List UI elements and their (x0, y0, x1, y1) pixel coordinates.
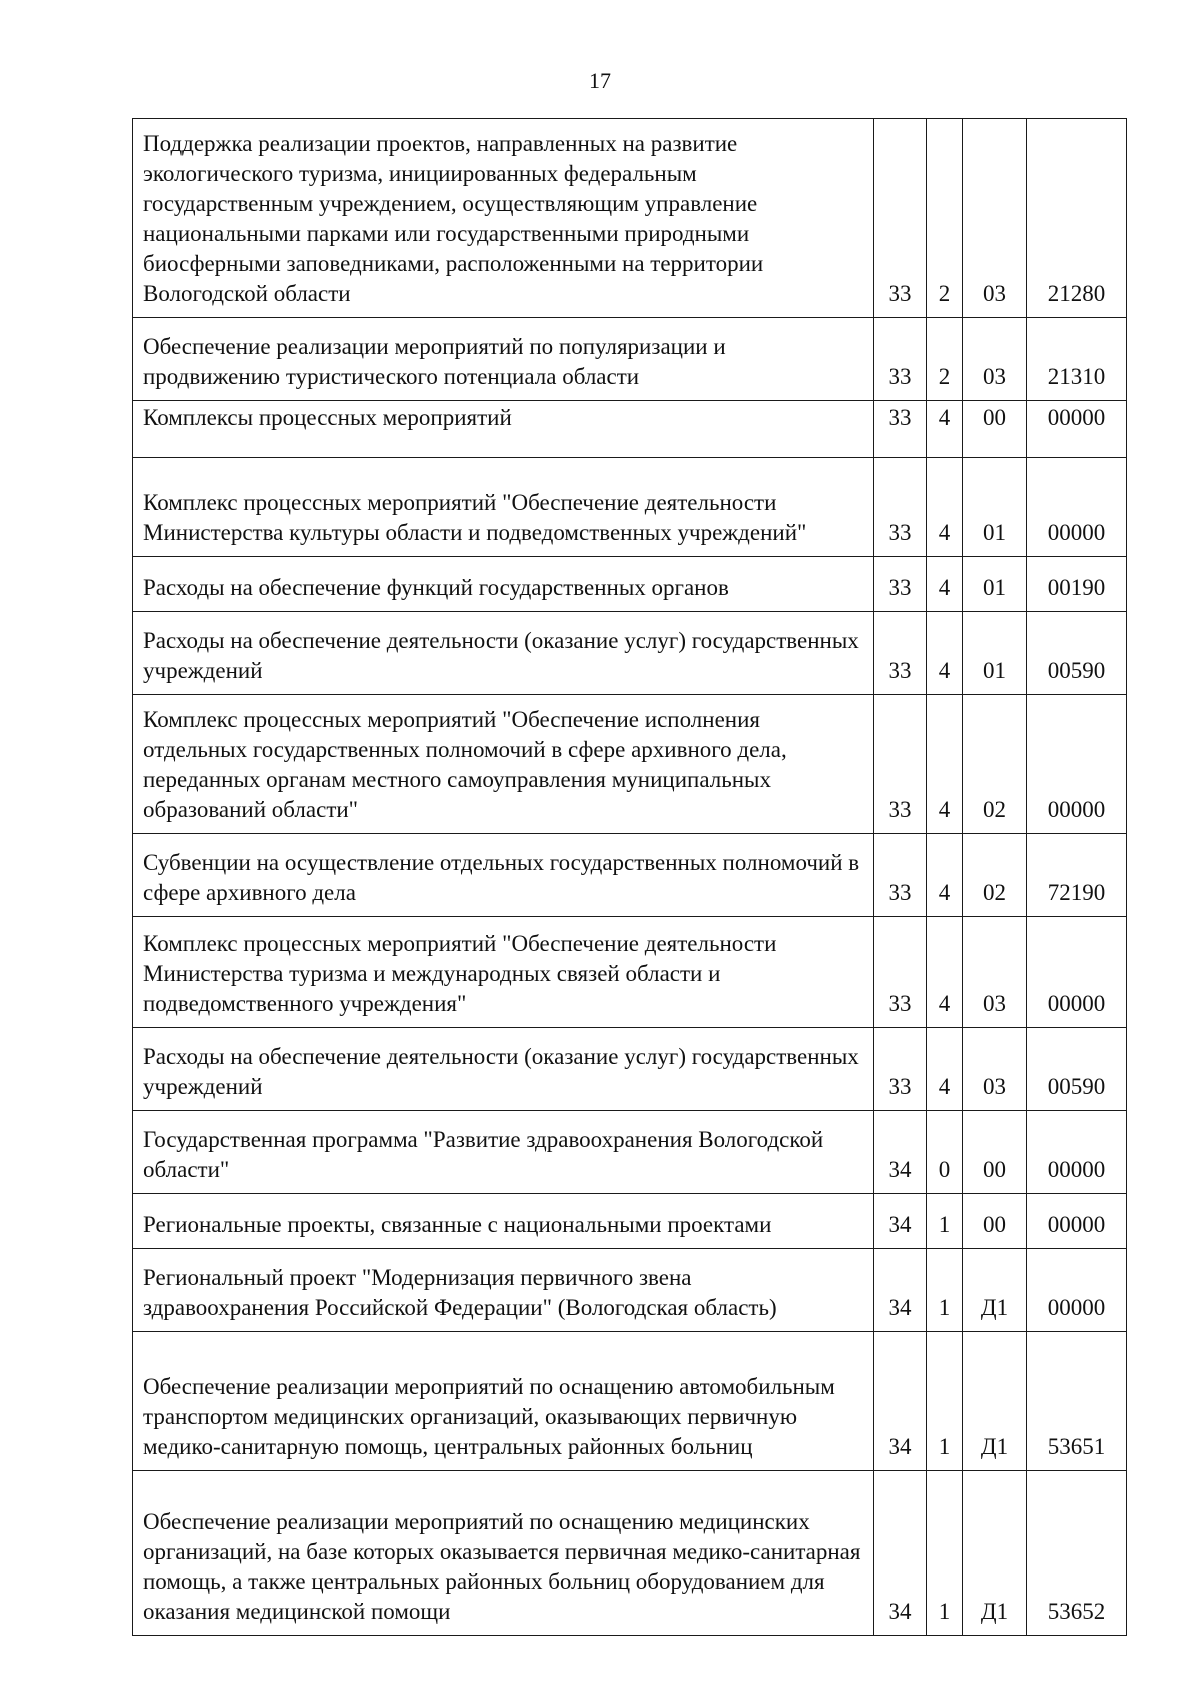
activity-code: 00 (963, 401, 1027, 458)
direction-code: 21310 (1027, 318, 1127, 401)
subprogram-code: 4 (927, 1028, 963, 1111)
direction-code: 00000 (1027, 458, 1127, 557)
subprogram-code: 1 (927, 1249, 963, 1332)
row-name: Комплекс процессных мероприятий "Обеспечение исполнения отдельных государственных полномочий в сфере архивного дела, переданных органам местного самоуправления муниципальных образований области" (133, 695, 874, 834)
program-code: 33 (874, 557, 927, 612)
row-name: Региональные проекты, связанные с национальными проектами (133, 1194, 874, 1249)
row-name: Комплексы процессных мероприятий (133, 401, 874, 458)
program-code: 34 (874, 1111, 927, 1194)
activity-code: 03 (963, 318, 1027, 401)
subprogram-code: 1 (927, 1471, 963, 1636)
direction-code: 00590 (1027, 1028, 1127, 1111)
table-row (133, 1111, 1127, 1194)
table-row (133, 695, 1127, 834)
subprogram-code: 4 (927, 612, 963, 695)
direction-code: 00000 (1027, 917, 1127, 1028)
subprogram-code: 2 (927, 318, 963, 401)
direction-code: 53651 (1027, 1332, 1127, 1471)
subprogram-code: 2 (927, 119, 963, 318)
activity-code: 00 (963, 1111, 1027, 1194)
activity-code: 02 (963, 834, 1027, 917)
table-row (133, 1332, 1127, 1471)
activity-code: 03 (963, 917, 1027, 1028)
row-name: Обеспечение реализации мероприятий по популяризации и продвижению туристического потенциала области (133, 318, 874, 401)
row-name: Обеспечение реализации мероприятий по оснащению медицинских организаций, на базе которых оказывается первичная медико-санитарная помощь, а также центральных районных больниц оборудованием для оказания медицинской помощи (133, 1471, 874, 1636)
program-code: 34 (874, 1249, 927, 1332)
program-code: 34 (874, 1194, 927, 1249)
direction-code: 53652 (1027, 1471, 1127, 1636)
program-code: 34 (874, 1471, 927, 1636)
subprogram-code: 1 (927, 1194, 963, 1249)
subprogram-code: 1 (927, 1332, 963, 1471)
subprogram-code: 4 (927, 834, 963, 917)
activity-code: Д1 (963, 1332, 1027, 1471)
program-code: 33 (874, 458, 927, 557)
table-row (133, 1028, 1127, 1111)
table-row (133, 458, 1127, 557)
row-name: Региональный проект "Модернизация первичного звена здравоохранения Российской Федерации" (Вологодская область) (133, 1249, 874, 1332)
direction-code: 72190 (1027, 834, 1127, 917)
subprogram-code: 4 (927, 917, 963, 1028)
table-row (133, 834, 1127, 917)
row-name: Расходы на обеспечение деятельности (оказание услуг) государственных учреждений (133, 1028, 874, 1111)
direction-code: 21280 (1027, 119, 1127, 318)
direction-code: 00000 (1027, 401, 1127, 458)
program-code: 33 (874, 119, 927, 318)
direction-code: 00190 (1027, 557, 1127, 612)
row-name: Расходы на обеспечение функций государственных органов (133, 557, 874, 612)
table-row (133, 612, 1127, 695)
table-row (133, 1194, 1127, 1249)
page-number: 17 (589, 68, 611, 93)
program-code: 33 (874, 401, 927, 458)
table-row (133, 401, 1127, 458)
activity-code: 00 (963, 1194, 1027, 1249)
activity-code: Д1 (963, 1471, 1027, 1636)
direction-code: 00000 (1027, 1111, 1127, 1194)
row-name: Субвенции на осуществление отдельных государственных полномочий в сфере архивного дела (133, 834, 874, 917)
subprogram-code: 4 (927, 458, 963, 557)
budget-classification-table (132, 118, 1127, 1636)
direction-code: 00000 (1027, 1249, 1127, 1332)
row-name: Обеспечение реализации мероприятий по оснащению автомобильным транспортом медицинских организаций, оказывающих первичную медико-санитарную помощь, центральных районных больниц (133, 1332, 874, 1471)
subprogram-code: 4 (927, 401, 963, 458)
subprogram-code: 4 (927, 557, 963, 612)
table-row (133, 1471, 1127, 1636)
program-code: 33 (874, 834, 927, 917)
subprogram-code: 4 (927, 695, 963, 834)
direction-code: 00000 (1027, 695, 1127, 834)
table-row (133, 318, 1127, 401)
direction-code: 00590 (1027, 612, 1127, 695)
activity-code: 03 (963, 119, 1027, 318)
activity-code: 03 (963, 1028, 1027, 1111)
row-name: Государственная программа "Развитие здравоохранения Вологодской области" (133, 1111, 874, 1194)
activity-code: Д1 (963, 1249, 1027, 1332)
subprogram-code: 0 (927, 1111, 963, 1194)
activity-code: 01 (963, 612, 1027, 695)
row-name: Комплекс процессных мероприятий "Обеспечение деятельности Министерства культуры области и подведомственных учреждений" (133, 458, 874, 557)
program-code: 33 (874, 612, 927, 695)
activity-code: 01 (963, 458, 1027, 557)
table-row (133, 917, 1127, 1028)
activity-code: 02 (963, 695, 1027, 834)
row-name: Расходы на обеспечение деятельности (оказание услуг) государственных учреждений (133, 612, 874, 695)
row-name: Комплекс процессных мероприятий "Обеспечение деятельности Министерства туризма и международных связей области и подведомственного учреждения" (133, 917, 874, 1028)
program-code: 33 (874, 695, 927, 834)
table-row (133, 119, 1127, 318)
program-code: 34 (874, 1332, 927, 1471)
direction-code: 00000 (1027, 1194, 1127, 1249)
table-row (133, 1249, 1127, 1332)
table-row (133, 557, 1127, 612)
activity-code: 01 (963, 557, 1027, 612)
program-code: 33 (874, 917, 927, 1028)
program-code: 33 (874, 318, 927, 401)
row-name: Поддержка реализации проектов, направленных на развитие экологического туризма, инициированных федеральным государственным учреждением, осуществляющим управление национальными парками или государственными природными биосферными заповедниками, расположенными на территории Вологодской области (133, 119, 874, 318)
program-code: 33 (874, 1028, 927, 1111)
